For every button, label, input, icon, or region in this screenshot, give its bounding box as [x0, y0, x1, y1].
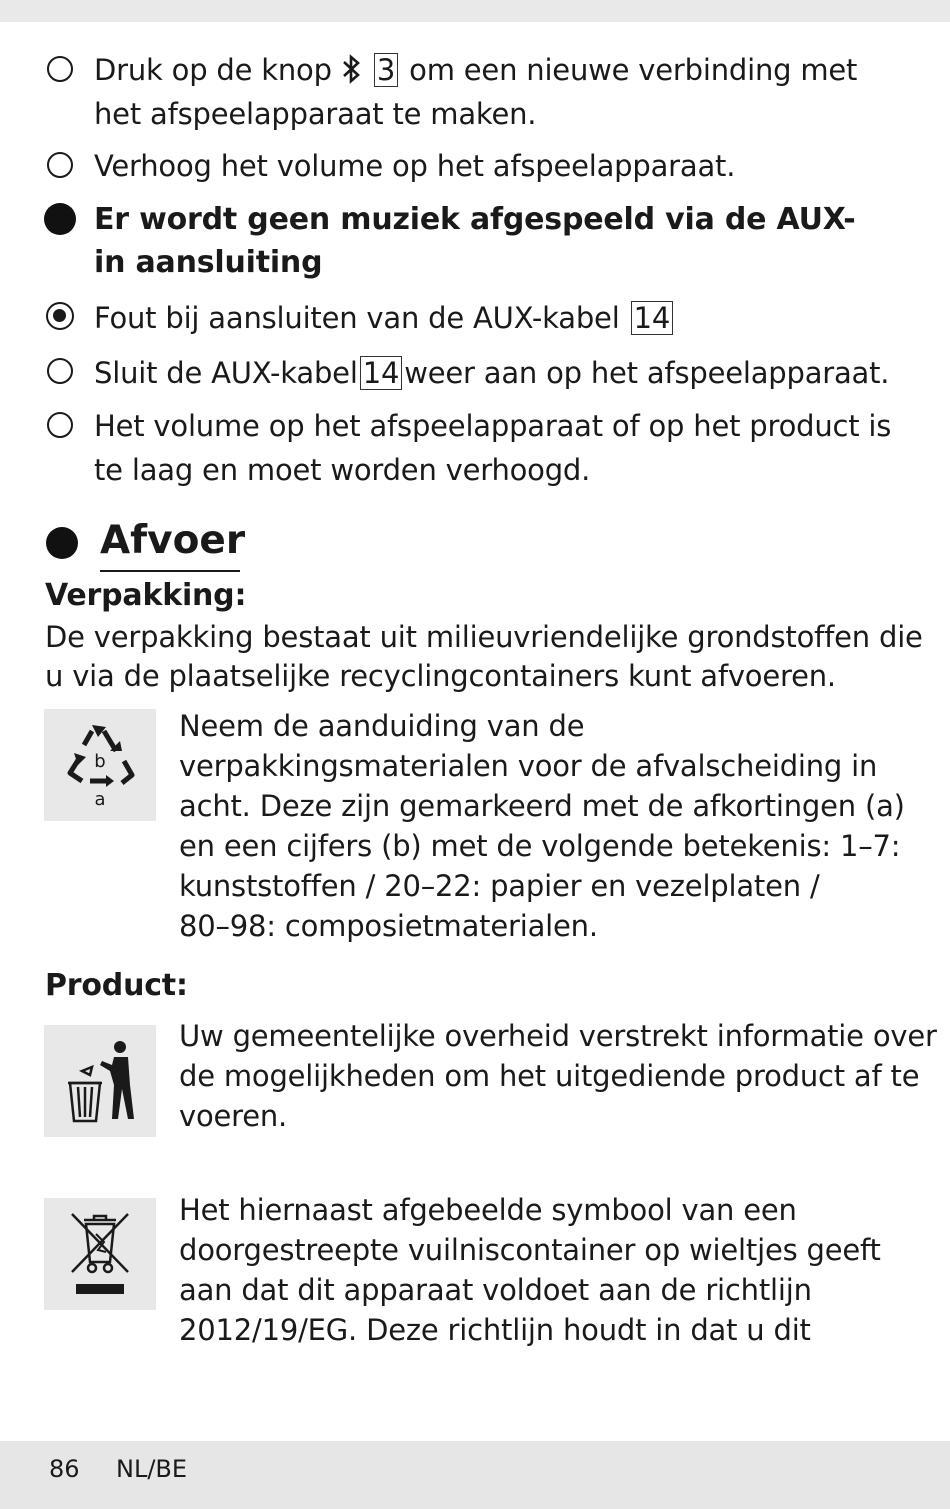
litter-bin-icon — [44, 1025, 156, 1137]
page-number: 86 — [49, 1455, 80, 1483]
weee-text — [179, 1190, 881, 1350]
packaging-text: De verpakking bestaat uit milieuvriendelijke grondstoffen die — [45, 620, 923, 654]
locale-label: NL/BE — [116, 1455, 188, 1483]
text: om een nieuwe verbinding met — [409, 53, 858, 87]
instruction-bluetooth — [94, 50, 857, 90]
open-bullet-icon — [47, 56, 73, 82]
heading-underline — [100, 570, 240, 572]
cause — [94, 298, 675, 338]
text-line: acht. Deze zijn gemarkeerd met de afkortingen (a) — [179, 789, 905, 823]
bluetooth-icon — [341, 53, 372, 87]
recycle-text — [179, 706, 905, 946]
text-line: Het hiernaast afgebeelde symbool van een — [179, 1193, 797, 1227]
text-line: verpakkingsmaterialen voor de afvalscheiding in — [179, 749, 878, 783]
litter-bin-icon-box — [44, 1025, 156, 1137]
recycling-icon-box — [44, 709, 156, 821]
packaging-text-line2: u via de plaatselijke recyclingcontainers kunt afvoeren. — [45, 659, 836, 693]
ref-box: 3 — [374, 53, 398, 87]
text-line: doorgestreepte vuilniscontainer op wieltjes geeft — [179, 1233, 881, 1267]
text-line: aan dat dit apparaat voldoet aan de richtlijn — [179, 1273, 812, 1307]
open-bullet-icon — [47, 412, 73, 438]
problem-heading-line2: in aansluiting — [94, 245, 323, 280]
problem-heading: Er wordt geen muziek afgespeeld via de AUX- — [94, 202, 856, 237]
svg-text:b: b — [94, 751, 106, 772]
text-line: voeren. — [179, 1099, 288, 1133]
solution-reconnect — [94, 353, 889, 393]
instruction-volume: Verhoog het volume op het afspeelapparaat. — [94, 149, 736, 183]
filled-bullet-icon — [44, 203, 76, 235]
product-text — [179, 1016, 937, 1136]
crossed-bin-icon — [44, 1198, 156, 1310]
solution-volume-line2: te laag en moet worden verhoogd. — [94, 453, 591, 487]
text-line: kunststoffen / 20–22: papier en vezelplaten / — [179, 869, 820, 903]
top-bar — [0, 0, 950, 22]
product-label: Product: — [45, 968, 188, 1003]
section-heading: Afvoer — [100, 518, 246, 563]
instruction-line: het afspeelapparaat te maken. — [94, 97, 537, 131]
svg-text:a: a — [94, 789, 106, 810]
text: Druk op de knop — [94, 53, 332, 87]
text-line: Uw gemeentelijke overheid verstrekt informatie over — [179, 1019, 937, 1053]
text: Fout bij aansluiten van de AUX-kabel — [94, 301, 620, 335]
recycling-icon — [44, 709, 156, 821]
open-bullet-icon — [47, 358, 73, 384]
ref-box: 14 — [631, 301, 674, 335]
packaging-label: Verpakking: — [45, 578, 247, 613]
ref-box: 14 — [360, 356, 403, 390]
text: Sluit de AUX-kabel — [94, 356, 358, 390]
text-line: Neem de aanduiding van de — [179, 709, 585, 743]
dot-bullet-icon — [46, 302, 74, 330]
text-line: 80–98: composietmaterialen. — [179, 909, 598, 943]
text: weer aan op het afspeelapparaat. — [404, 356, 890, 390]
filled-bullet-icon — [46, 527, 78, 559]
text-line: de mogelijkheden om het uitgediende product af te — [179, 1059, 920, 1093]
text-line: 2012/19/EG. Deze richtlijn houdt in dat u dit — [179, 1313, 811, 1347]
text-line: en een cijfers (b) met de volgende betekenis: 1–7: — [179, 829, 901, 863]
crossed-bin-icon-box — [44, 1198, 156, 1310]
open-bullet-icon — [47, 152, 73, 178]
solution-volume: Het volume op het afspeelapparaat of op het product is — [94, 409, 892, 443]
